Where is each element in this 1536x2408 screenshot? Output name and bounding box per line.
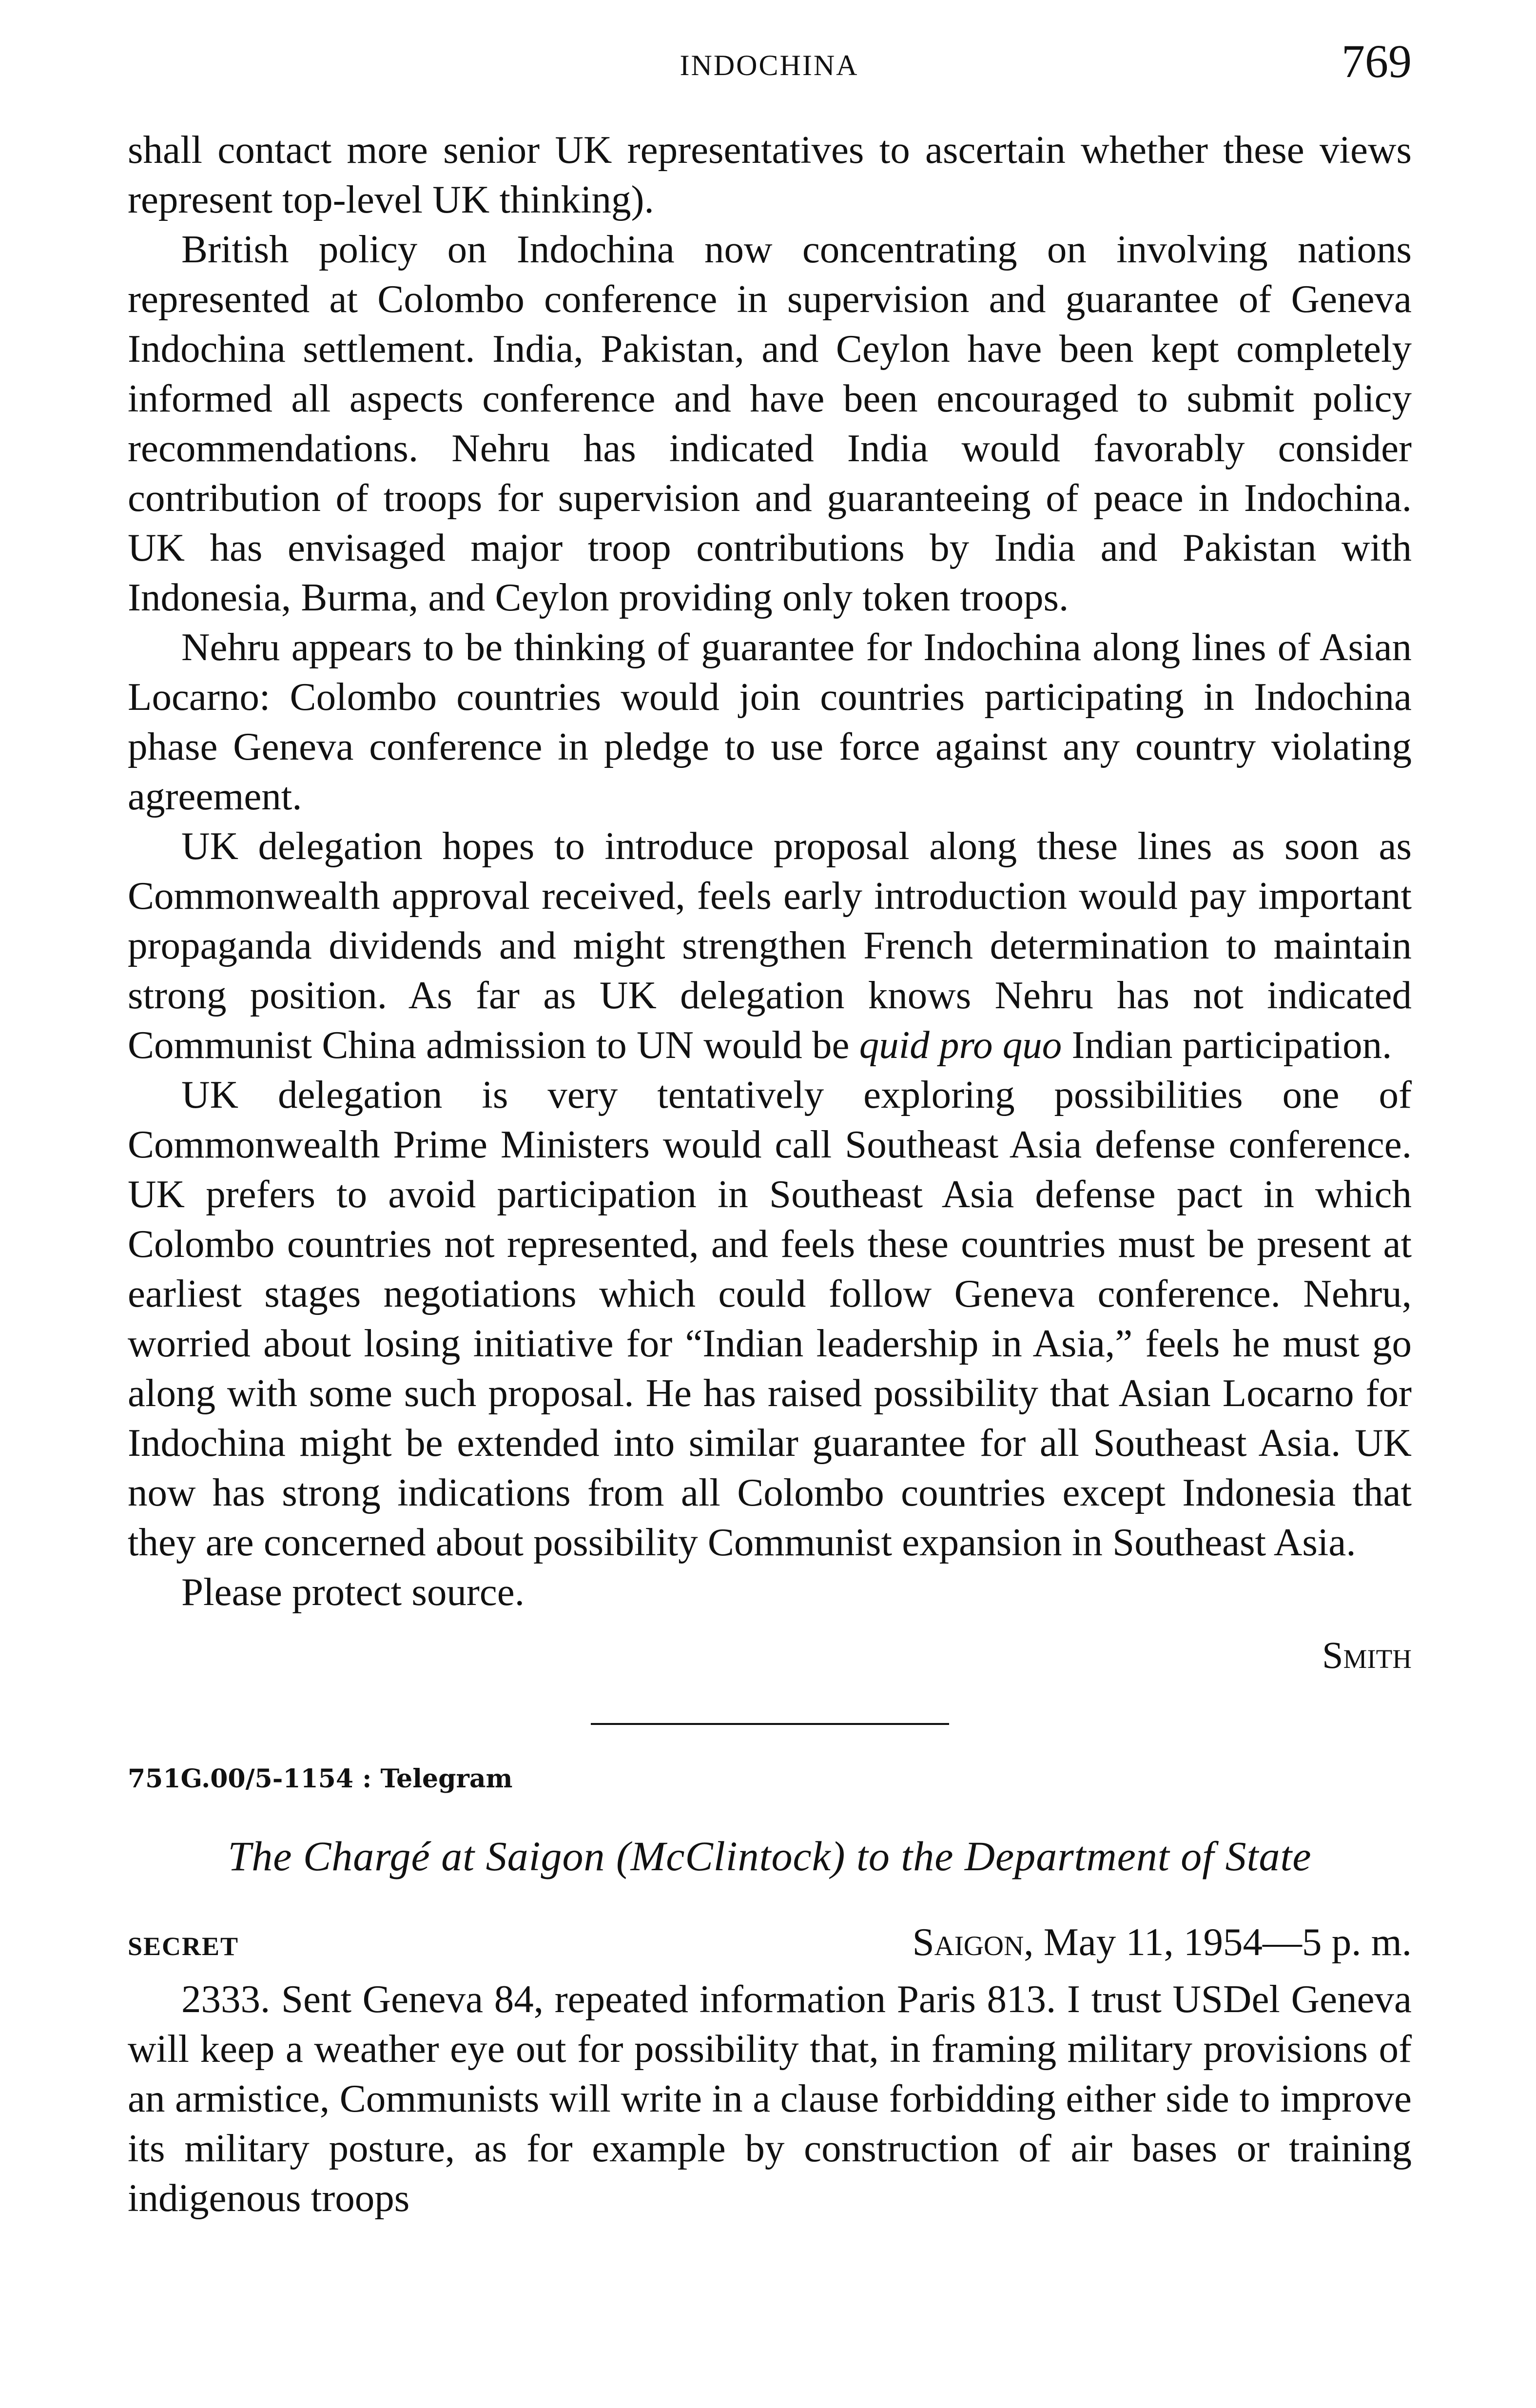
closing-line: Please protect source. <box>181 1570 525 1614</box>
running-head: INDOCHINA <box>680 49 859 81</box>
date: May 11, 1954—5 p. m. <box>1033 1920 1412 1964</box>
telegram-body: 2333. Sent Geneva 84, repeated information Paris 813. I trust USDel Geneva will keep a weather eye out for possibility that, in framing military provisions of an armistice, Communists will write in a clause forbidding either side to improve its military posture, as for example by construction of air bases or training indigenous troops <box>128 1977 1412 2220</box>
place-date <box>913 1917 1412 1967</box>
uk-proposal-text: UK delegation hopes to introduce proposal along these lines as soon as Commonwealth approval received, feels early introduction would pay important propaganda dividends and might strengthen French determination to maintain strong position. As far as UK delegation knows Nehru has not indicated Communist China admission to UN would be <box>128 824 1412 1067</box>
file-reference: 751G.00/5-1154 : Telegram <box>128 1764 513 1794</box>
section-divider <box>591 1723 949 1725</box>
continuation-paragraph: shall contact more senior UK representatives to ascertain whether these views represent top-level UK thinking). <box>128 128 1412 221</box>
signature: Smith <box>1322 1634 1412 1676</box>
body-text <box>128 125 1412 2223</box>
nehru-guarantee-paragraph: Nehru appears to be thinking of guarantee for Indochina along lines of Asian Locarno: Colombo countries would join countries participating in Indochina phase Geneva conference in pledge to use force against any country violating agreement. <box>128 625 1412 818</box>
page-number: 769 <box>1342 35 1412 87</box>
classification-label: SECRET <box>128 1932 239 1961</box>
dateline <box>128 1917 1412 1971</box>
uk-proposal-paragraph <box>128 821 1412 1070</box>
latin-phrase: quid pro quo <box>859 1023 1062 1067</box>
commonwealth-paragraph: UK delegation is very tentatively exploring possibilities one of Commonwealth Prime Ministers would call Southeast Asia defense conference. UK prefers to avoid participation in Southeast Asia defense pact in which Colombo countries not represented, and feels these countries must be present at earliest stages negotiations which could follow Geneva conference. Nehru, worried about losing initiative for “Indian leadership in Asia,” feels he must go along with some such proposal. He has raised possibility that Asian Locarno for Indochina might be extended into similar guarantee for all Southeast Asia. UK now has strong indications from all Colombo countries except Indonesia that they are concerned about possibility Communist expansion in Southeast Asia. <box>128 1073 1412 1564</box>
british-policy-paragraph: British policy on Indochina now concentrating on involving nations represented at Colombo conference in supervision and guarantee of Geneva Indochina settlement. India, Pakistan, and Ceylon have been kept completely informed all aspects conference and have been encouraged to submit policy recommendations. Nehru has indicated India would favorably consider contribution of troops for supervision and guaranteeing of peace in Indochina. UK has envisaged major troop contributions by India and Pakistan with Indonesia, Burma, and Ceylon providing only token troops. <box>128 227 1412 619</box>
uk-proposal-text-end: Indian participation. <box>1062 1023 1392 1067</box>
document-title: The Chargé at Saigon (McClintock) to the Department of State <box>228 1833 1312 1879</box>
page-header <box>127 34 1412 93</box>
place: Saigon, <box>912 1920 1034 1964</box>
